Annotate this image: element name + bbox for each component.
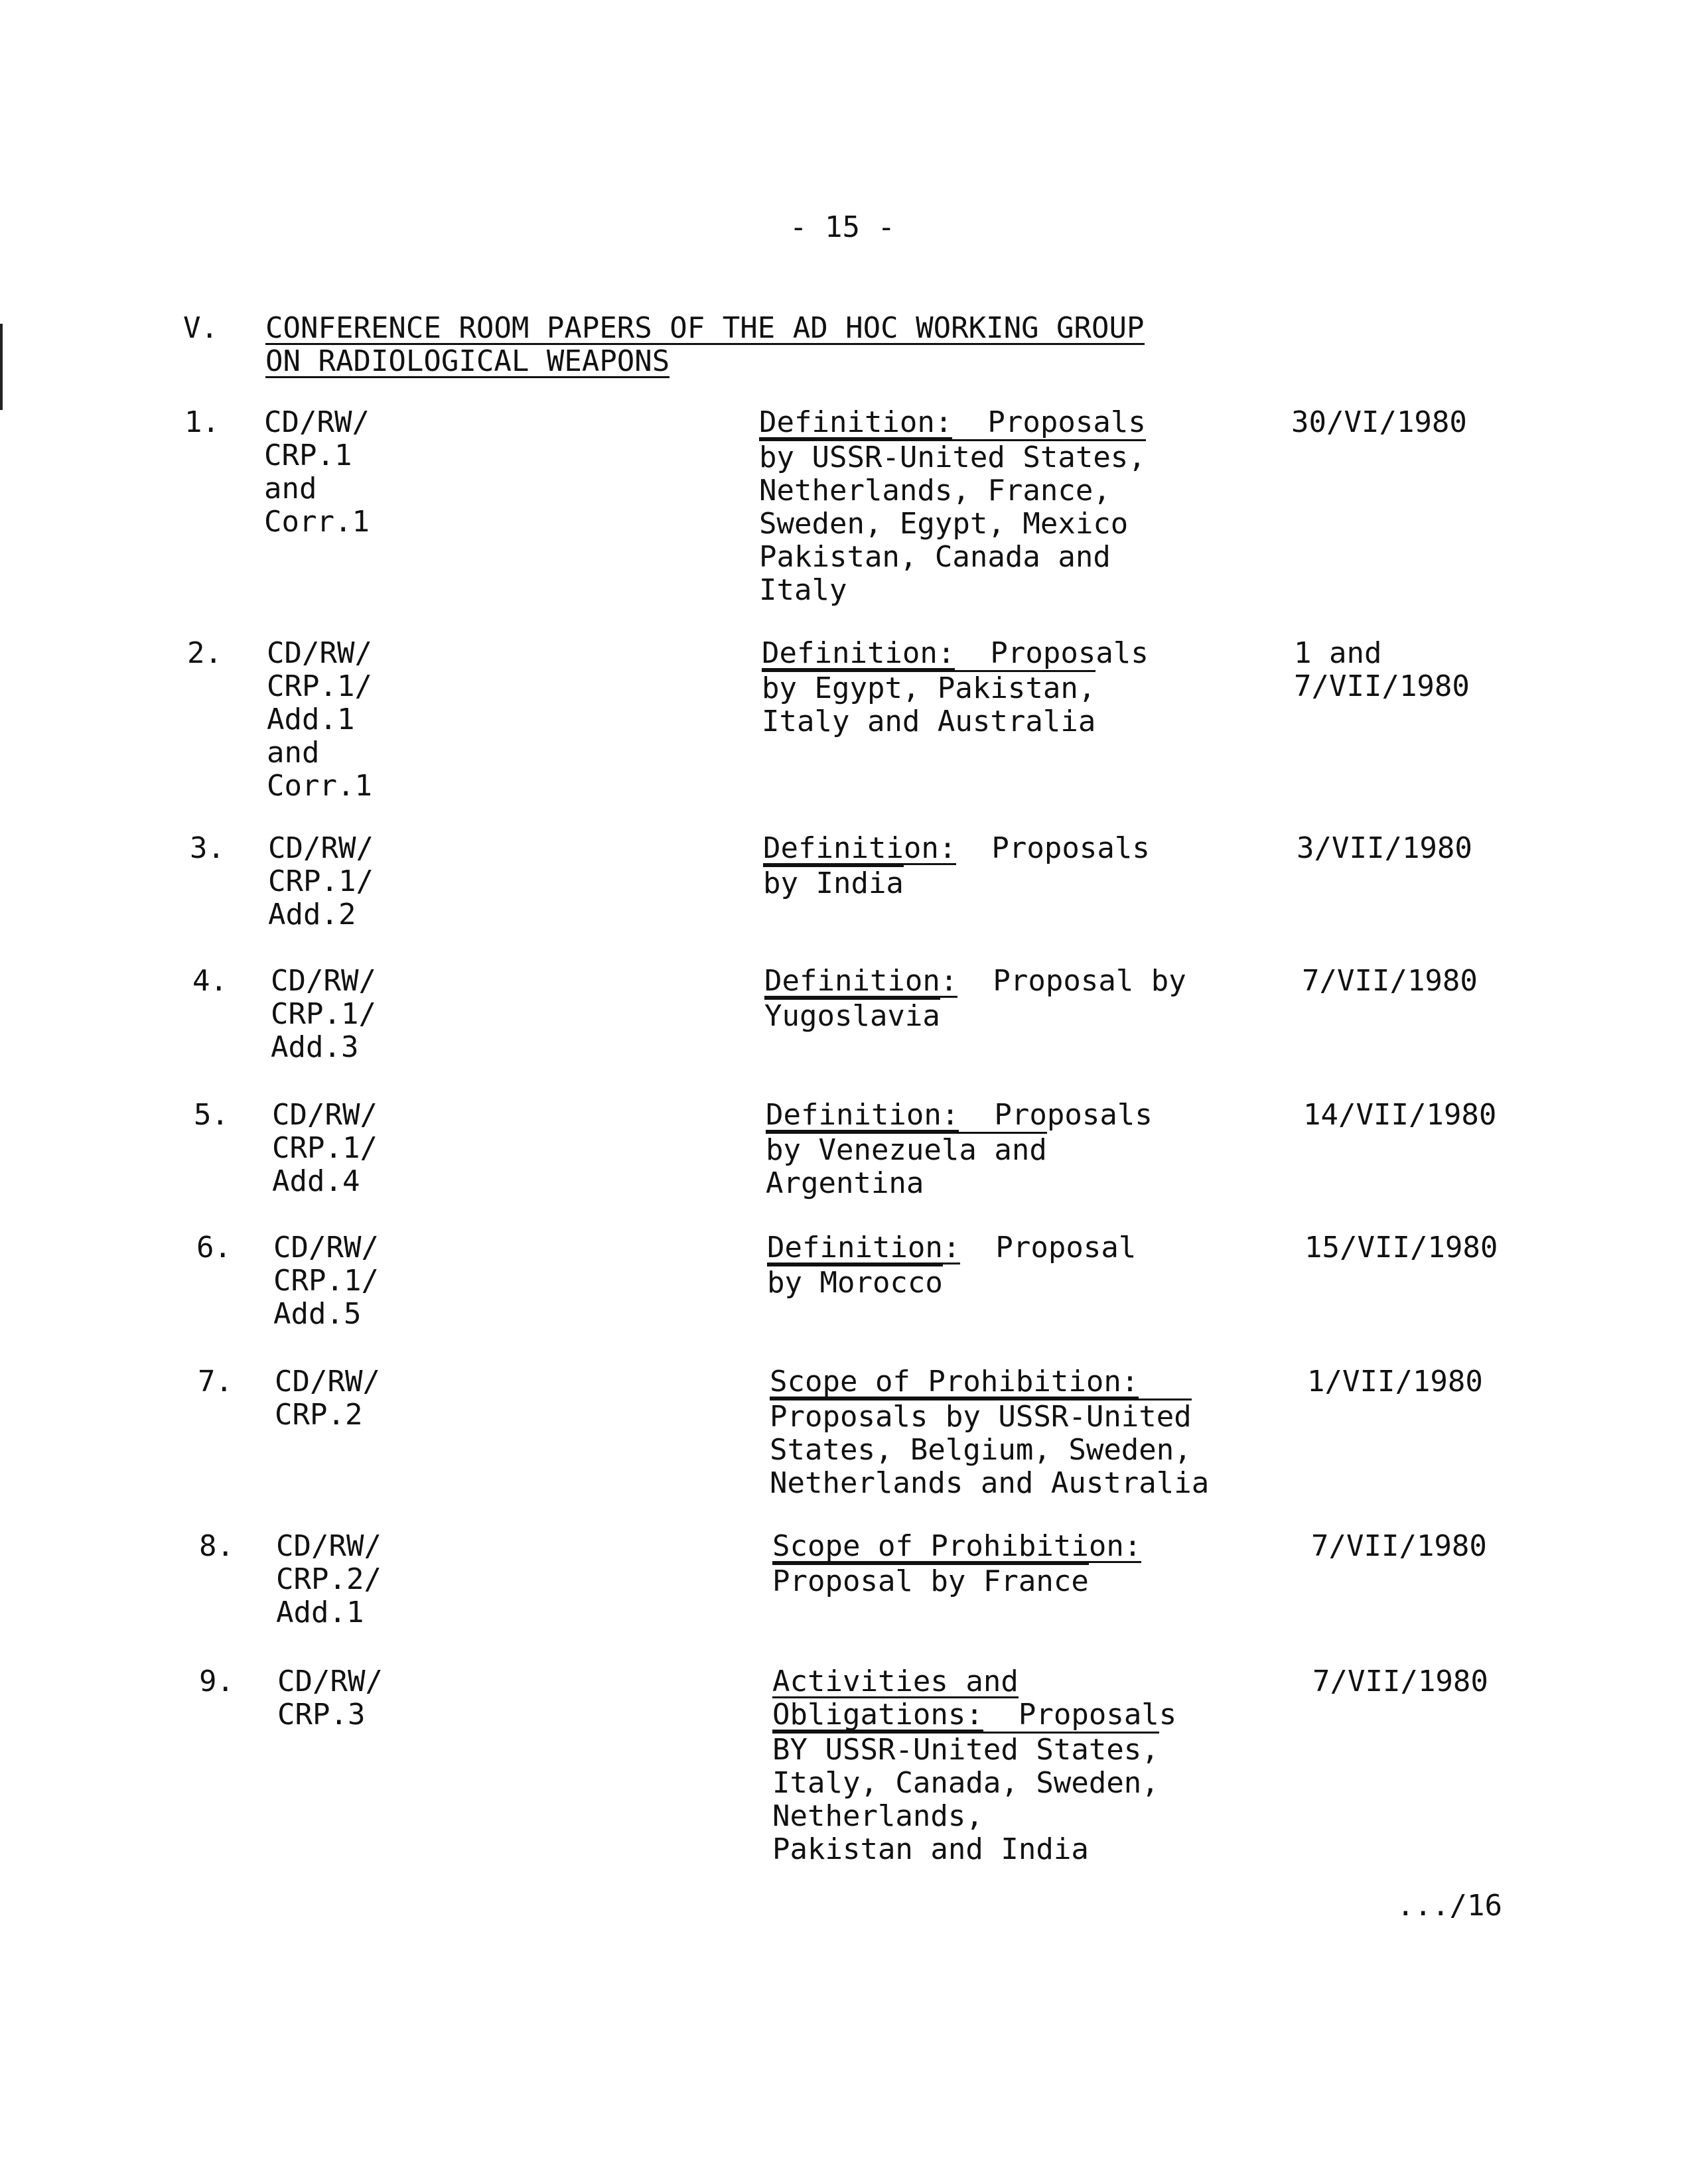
section-title-line-1: CONFERENCE ROOM PAPERS OF THE AD HOC WORKING GROUP [265, 311, 1145, 345]
subject-heading-continued: Obligations: [772, 1698, 983, 1732]
subject-heading: Scope of Prohibition: [772, 1529, 1142, 1563]
document-subject: Definition: Proposal by Morocco [767, 1231, 1137, 1300]
document-date: 7/VII/1980 [1312, 1665, 1488, 1698]
document-date: 30/VI/1980 [1291, 405, 1467, 439]
document-subject: Definition: Proposals by India [763, 831, 1150, 900]
subject-heading: Definition: [766, 1098, 959, 1132]
document-symbol: CD/RW/ CRP.1/ Add.2 [268, 831, 374, 931]
document-symbol: CD/RW/ CRP.2 [275, 1365, 380, 1432]
document-date: 14/VII/1980 [1303, 1098, 1497, 1132]
document-subject: Definition: Proposals by USSR-United States, Netherlands, France, Sweden, Egypt, Mexico Pakistan, Canada and Italy [759, 405, 1146, 607]
subject-heading: Activities and [772, 1665, 1019, 1698]
subject-heading: Scope of Prohibition: [770, 1365, 1139, 1399]
document-symbol: CD/RW/ CRP.3 [277, 1665, 383, 1732]
section-title [265, 312, 1327, 378]
continuation-marker: .../16 [1397, 1889, 1502, 1923]
margin-rule [0, 324, 3, 410]
document-symbol: CD/RW/ CRP.2/ Add.1 [276, 1529, 382, 1629]
entry-number: 1. [184, 405, 220, 439]
document-symbol: CD/RW/ CRP.1/ Add.4 [272, 1098, 378, 1198]
document-symbol: CD/RW/ CRP.1/ Add.3 [271, 964, 376, 1064]
subject-heading: Definition: [764, 964, 958, 998]
document-symbol: CD/RW/ CRP.1/ Add.1 and Corr.1 [267, 636, 372, 803]
section-number: V. [183, 311, 218, 345]
document-subject: Definition: Proposals by Egypt, Pakistan, Italy and Australia [762, 636, 1149, 738]
document-date: 1 and 7/VII/1980 [1294, 636, 1470, 703]
document-subject: Definition: Proposal by Yugoslavia [764, 964, 1186, 1033]
document-date: 3/VII/1980 [1297, 831, 1472, 865]
document-date: 15/VII/1980 [1304, 1231, 1498, 1264]
document-date: 7/VII/1980 [1311, 1529, 1487, 1563]
subject-heading: Definition: [759, 405, 953, 439]
entry-number: 9. [199, 1665, 234, 1698]
section-title-line-2: ON RADIOLOGICAL WEAPONS [265, 344, 670, 378]
entry-number: 5. [194, 1098, 229, 1132]
subject-heading: Definition: [763, 831, 957, 865]
document-subject: Activities and Obligations: Proposals BY USSR-United States, Italy, Canada, Sweden, Netherlands, Pakistan and India [772, 1665, 1177, 1866]
document-subject: Definition: Proposals by Venezuela and Argentina [766, 1098, 1153, 1200]
document-date: 7/VII/1980 [1302, 964, 1478, 998]
entry-number: 8. [199, 1529, 234, 1563]
subject-heading: Definition: [767, 1231, 961, 1264]
entry-number: 2. [187, 636, 222, 670]
entry-number: 7. [198, 1365, 233, 1399]
entry-number: 3. [190, 831, 225, 865]
document-subject: Scope of Prohibition: Proposal by France [772, 1529, 1142, 1598]
document-symbol: CD/RW/ CRP.1 and Corr.1 [264, 405, 370, 539]
document-subject: Scope of Prohibition: Proposals by USSR-United States, Belgium, Sweden, Netherlands and Australia [770, 1365, 1210, 1500]
document-symbol: CD/RW/ CRP.1/ Add.5 [273, 1231, 379, 1331]
page-number: - 15 - [790, 210, 895, 244]
subject-heading: Definition: [762, 636, 955, 670]
entry-number: 4. [192, 964, 228, 998]
document-date: 1/VII/1980 [1307, 1365, 1483, 1399]
entry-number: 6. [196, 1231, 232, 1264]
